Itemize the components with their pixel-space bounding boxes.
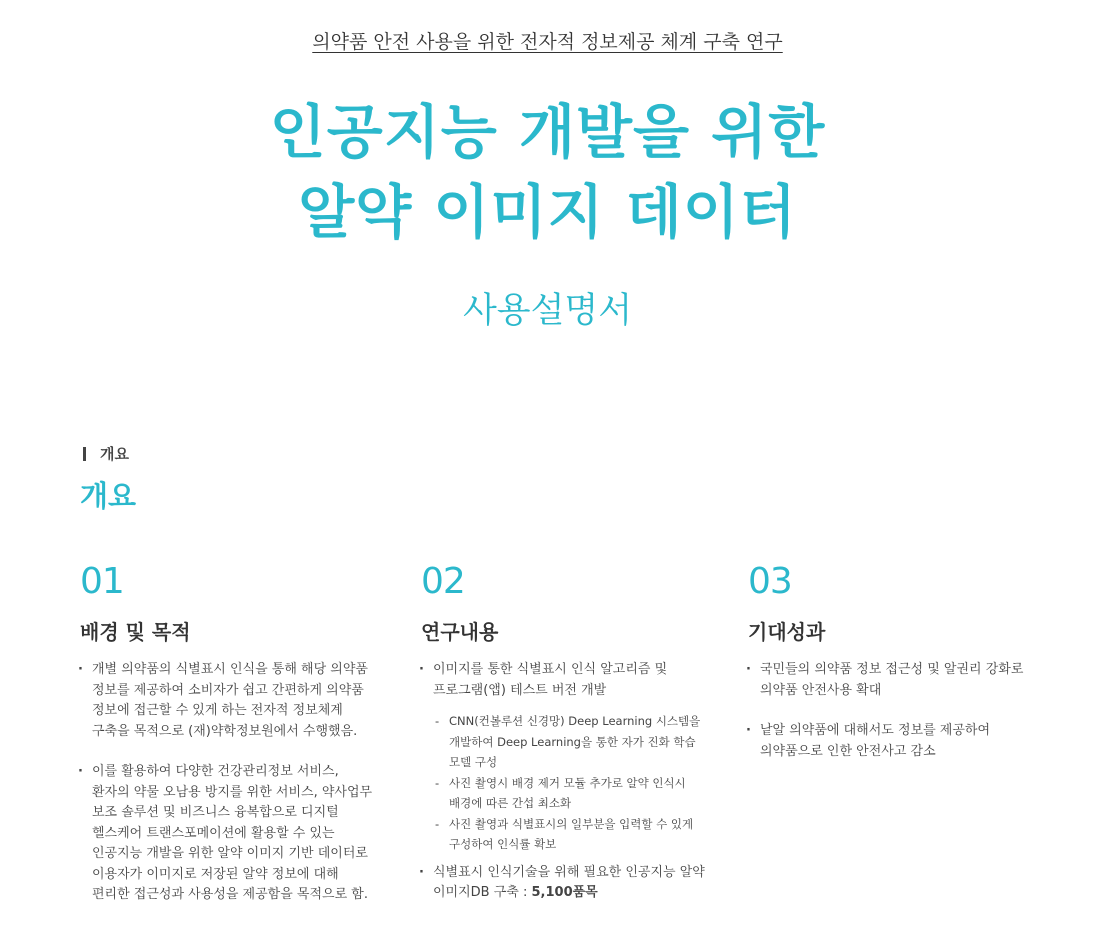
bullet-item — [421, 660, 721, 701]
sub-line: 개발하여 Deep Learning을 통한 자가 진화 학습 — [449, 734, 696, 749]
main-title — [0, 92, 1095, 252]
bullet-line: · 식별표시 인식기술을 위해 필요한 인공지능 알약 — [433, 864, 705, 880]
column-number: 02 — [421, 561, 465, 602]
bullet-line: 인공지능 개발을 위한 알약 이미지 기반 데이터로 — [92, 846, 368, 861]
bullet-item — [421, 863, 721, 904]
bullet-line: 환자의 약물 오남용 방지를 위한 서비스, 약사업무 — [92, 784, 373, 800]
bullet-item — [748, 660, 1048, 701]
bullet-line: 정보에 접근할 수 있게 하는 전자적 정보체계 — [92, 703, 343, 718]
sub-item — [435, 711, 721, 773]
item-count: 5,100품목 — [531, 885, 598, 900]
bullet-list — [748, 660, 1048, 762]
bullet-line — [433, 883, 721, 904]
bullet-line: 이용자가 이미지로 저장된 알약 정보에 대해 — [92, 866, 339, 882]
column-background — [80, 562, 380, 906]
section-heading: 개요 — [80, 479, 137, 513]
bullet-item — [80, 660, 380, 742]
bullet-item — [748, 721, 1048, 762]
column-title: 기대성과 — [748, 620, 826, 644]
bullet-line: 프로그램(앱) 테스트 버전 개발 — [433, 682, 607, 698]
main-title-line-1: 인공지능 개발을 위한 — [269, 98, 826, 166]
bullet-line-prefix: 이미지DB 구축 : — [433, 885, 532, 900]
section-bar-icon — [83, 447, 86, 461]
bullet-line: · 이미지를 통한 식별표시 인식 알고리즘 및 — [433, 662, 668, 677]
main-title-line-2: 알약 이미지 데이터 — [298, 178, 797, 246]
bullet-line: 구축을 목적으로 (재)약학정보원에서 수행했음. — [92, 723, 358, 739]
bullet-line: · 개별 의약품의 식별표시 인식을 통해 해당 의약품 — [92, 662, 368, 677]
bullet-line: · 국민들의 의약품 정보 접근성 및 알권리 강화로 — [760, 662, 1024, 677]
bullet-item — [80, 762, 380, 906]
bullet-line: 의약품 안전사용 확대 — [760, 682, 882, 698]
sub-item — [435, 814, 721, 855]
column-title: 배경 및 목적 — [80, 620, 191, 644]
bullet-line: 정보를 제공하여 소비자가 쉽고 간편하게 의약품 — [92, 682, 364, 698]
bullet-list — [421, 660, 721, 904]
sub-line: - 사진 촬영과 식별표시의 일부분을 입력할 수 있게 — [449, 816, 694, 831]
sub-list — [435, 711, 721, 855]
sub-line: - CNN(컨볼루션 신경망) Deep Learning 시스템을 — [449, 714, 701, 728]
section-label-text: 개요 — [100, 445, 129, 463]
sub-line: 모델 구성 — [449, 755, 498, 769]
section-label — [83, 443, 129, 464]
bullet-line: 편리한 접근성과 사용성을 제공함을 목적으로 함. — [92, 887, 368, 902]
column-number: 03 — [748, 561, 792, 602]
sub-line: 배경에 따른 간섭 최소화 — [449, 796, 572, 810]
bullet-line: · 낱알 의약품에 대해서도 정보를 제공하여 — [760, 723, 991, 738]
sub-item — [435, 773, 721, 814]
document-subtitle — [0, 27, 1095, 54]
sub-line: 구성하여 인식률 확보 — [449, 837, 557, 851]
column-number: 01 — [80, 561, 124, 602]
bullet-line: · 이를 활용하여 다양한 건강관리정보 서비스, — [92, 764, 339, 779]
column-expected-results — [748, 562, 1048, 762]
document-subtitle-text: 의약품 안전 사용을 위한 전자적 정보제공 체계 구축 연구 — [312, 31, 783, 53]
bullet-list — [80, 660, 380, 906]
bullet-line: 헬스케어 트랜스포메이션에 활용할 수 있는 — [92, 825, 335, 841]
sub-line: - 사진 촬영시 배경 제거 모듈 추가로 알약 인식시 — [449, 775, 686, 790]
bullet-line: 보조 솔루션 및 비즈니스 융복합으로 디지털 — [92, 805, 339, 820]
manual-title: 사용설명서 — [462, 291, 633, 331]
bullet-line: 의약품으로 인한 안전사고 감소 — [760, 743, 936, 759]
column-title: 연구내용 — [421, 620, 499, 644]
column-research — [421, 562, 721, 904]
